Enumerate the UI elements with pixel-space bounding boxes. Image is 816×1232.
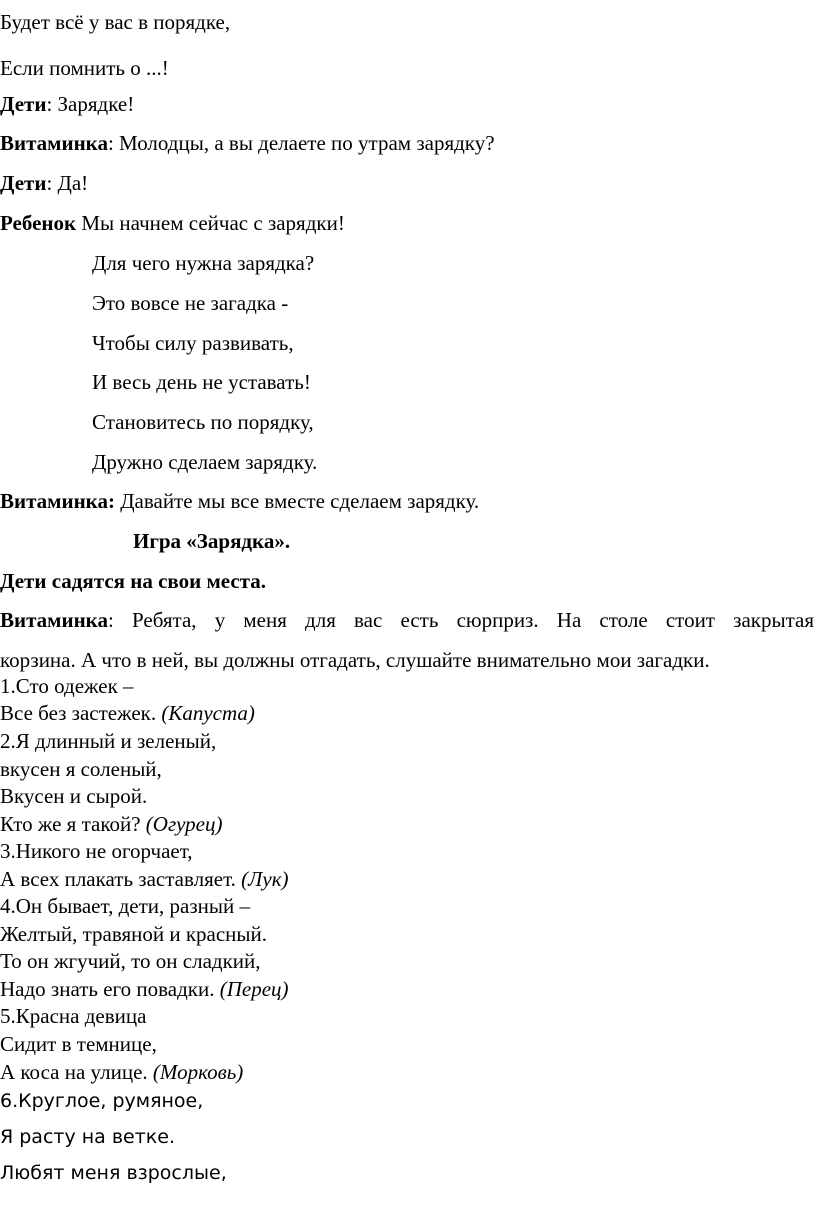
speaker-name: Дети	[0, 171, 47, 195]
riddle-line: Желтый, травяной и красный.	[0, 922, 268, 946]
riddle-line	[0, 1060, 243, 1084]
riddle-text: Надо знать его повадки.	[0, 977, 220, 1001]
dialogue-line	[0, 171, 88, 195]
riddle-line: вкусен я соленый,	[0, 757, 162, 781]
dialogue-line	[0, 489, 479, 513]
riddle-text: Все без застежек.	[0, 701, 162, 725]
poem-line: Дружно сделаем зарядку.	[92, 450, 318, 474]
speaker-name: Дети	[0, 92, 47, 116]
riddle-text: А коса на улице.	[0, 1060, 153, 1084]
poem-line: Становитесь по порядку,	[92, 410, 314, 434]
riddle-answer: (Лук)	[241, 867, 289, 891]
riddle-text: Кто же я такой?	[0, 812, 146, 836]
dialogue-line	[0, 608, 814, 632]
riddle-line: 5.Красна девица	[0, 1004, 147, 1028]
dialogue-line	[0, 131, 495, 155]
riddle-line: 4.Он бывает, дети, разный –	[0, 894, 250, 918]
riddle-answer: (Перец)	[219, 977, 289, 1001]
speech-text: Мы начнем сейчас с зарядки!	[76, 211, 345, 235]
riddle-text: А всех плакать заставляет.	[0, 867, 242, 891]
text-line: Если помнить о ...!	[0, 56, 169, 80]
game-title: Игра «Зарядка».	[133, 529, 291, 553]
riddle-line: Я расту на ветке.	[0, 1126, 176, 1148]
speech-text: Давайте мы все вместе сделаем зарядку.	[114, 489, 480, 513]
text-line: корзина. А что в ней, вы должны отгадать, слушайте внимательно мои загадки.	[0, 648, 710, 672]
speaker-name: Витаминка	[0, 131, 108, 155]
riddle-line: 2.Я длинный и зеленый,	[0, 729, 217, 753]
riddle-answer: (Морковь)	[152, 1060, 244, 1084]
riddle-line: Сидит в темнице,	[0, 1032, 157, 1056]
riddle-answer: (Огурец)	[145, 812, 223, 836]
speaker-name: Витаминка:	[0, 489, 115, 513]
riddle-line: То он жгучий, то он сладкий,	[0, 949, 261, 973]
riddle-line	[0, 701, 255, 725]
speaker-name: Ребенок	[0, 211, 77, 235]
riddle-line: Вкусен и сырой.	[0, 784, 148, 808]
riddle-line: 3.Никого не огорчает,	[0, 839, 193, 863]
poem-line: Для чего нужна зарядка?	[92, 251, 315, 275]
riddle-line: 6.Круглое, румяное,	[0, 1090, 204, 1112]
riddle-line	[0, 867, 289, 891]
dialogue-line	[0, 92, 134, 116]
text-line: Будет всё у вас в порядке,	[0, 10, 231, 34]
speech-text: : Зарядке!	[46, 92, 135, 116]
dialogue-line	[0, 211, 345, 235]
riddle-line	[0, 977, 289, 1001]
stage-direction: Дети садятся на свои места.	[0, 569, 266, 593]
speech-text: : Молодцы, а вы делаете по утрам зарядку?	[107, 131, 495, 155]
speaker-name: Витаминка	[0, 608, 108, 632]
poem-line: И весь день не уставать!	[92, 370, 311, 394]
speech-text: : Да!	[46, 171, 89, 195]
poem-line: Чтобы силу развивать,	[92, 331, 294, 355]
poem-line: Это вовсе не загадка -	[92, 291, 289, 315]
riddle-line: 1.Сто одежек –	[0, 674, 134, 698]
riddle-answer: (Капуста)	[161, 701, 255, 725]
riddle-line: Любят меня взрослые,	[0, 1162, 227, 1184]
riddle-line	[0, 812, 223, 836]
speech-text: : Ребята, у меня для вас есть сюрприз. На столе стоит закрытая	[107, 608, 814, 632]
